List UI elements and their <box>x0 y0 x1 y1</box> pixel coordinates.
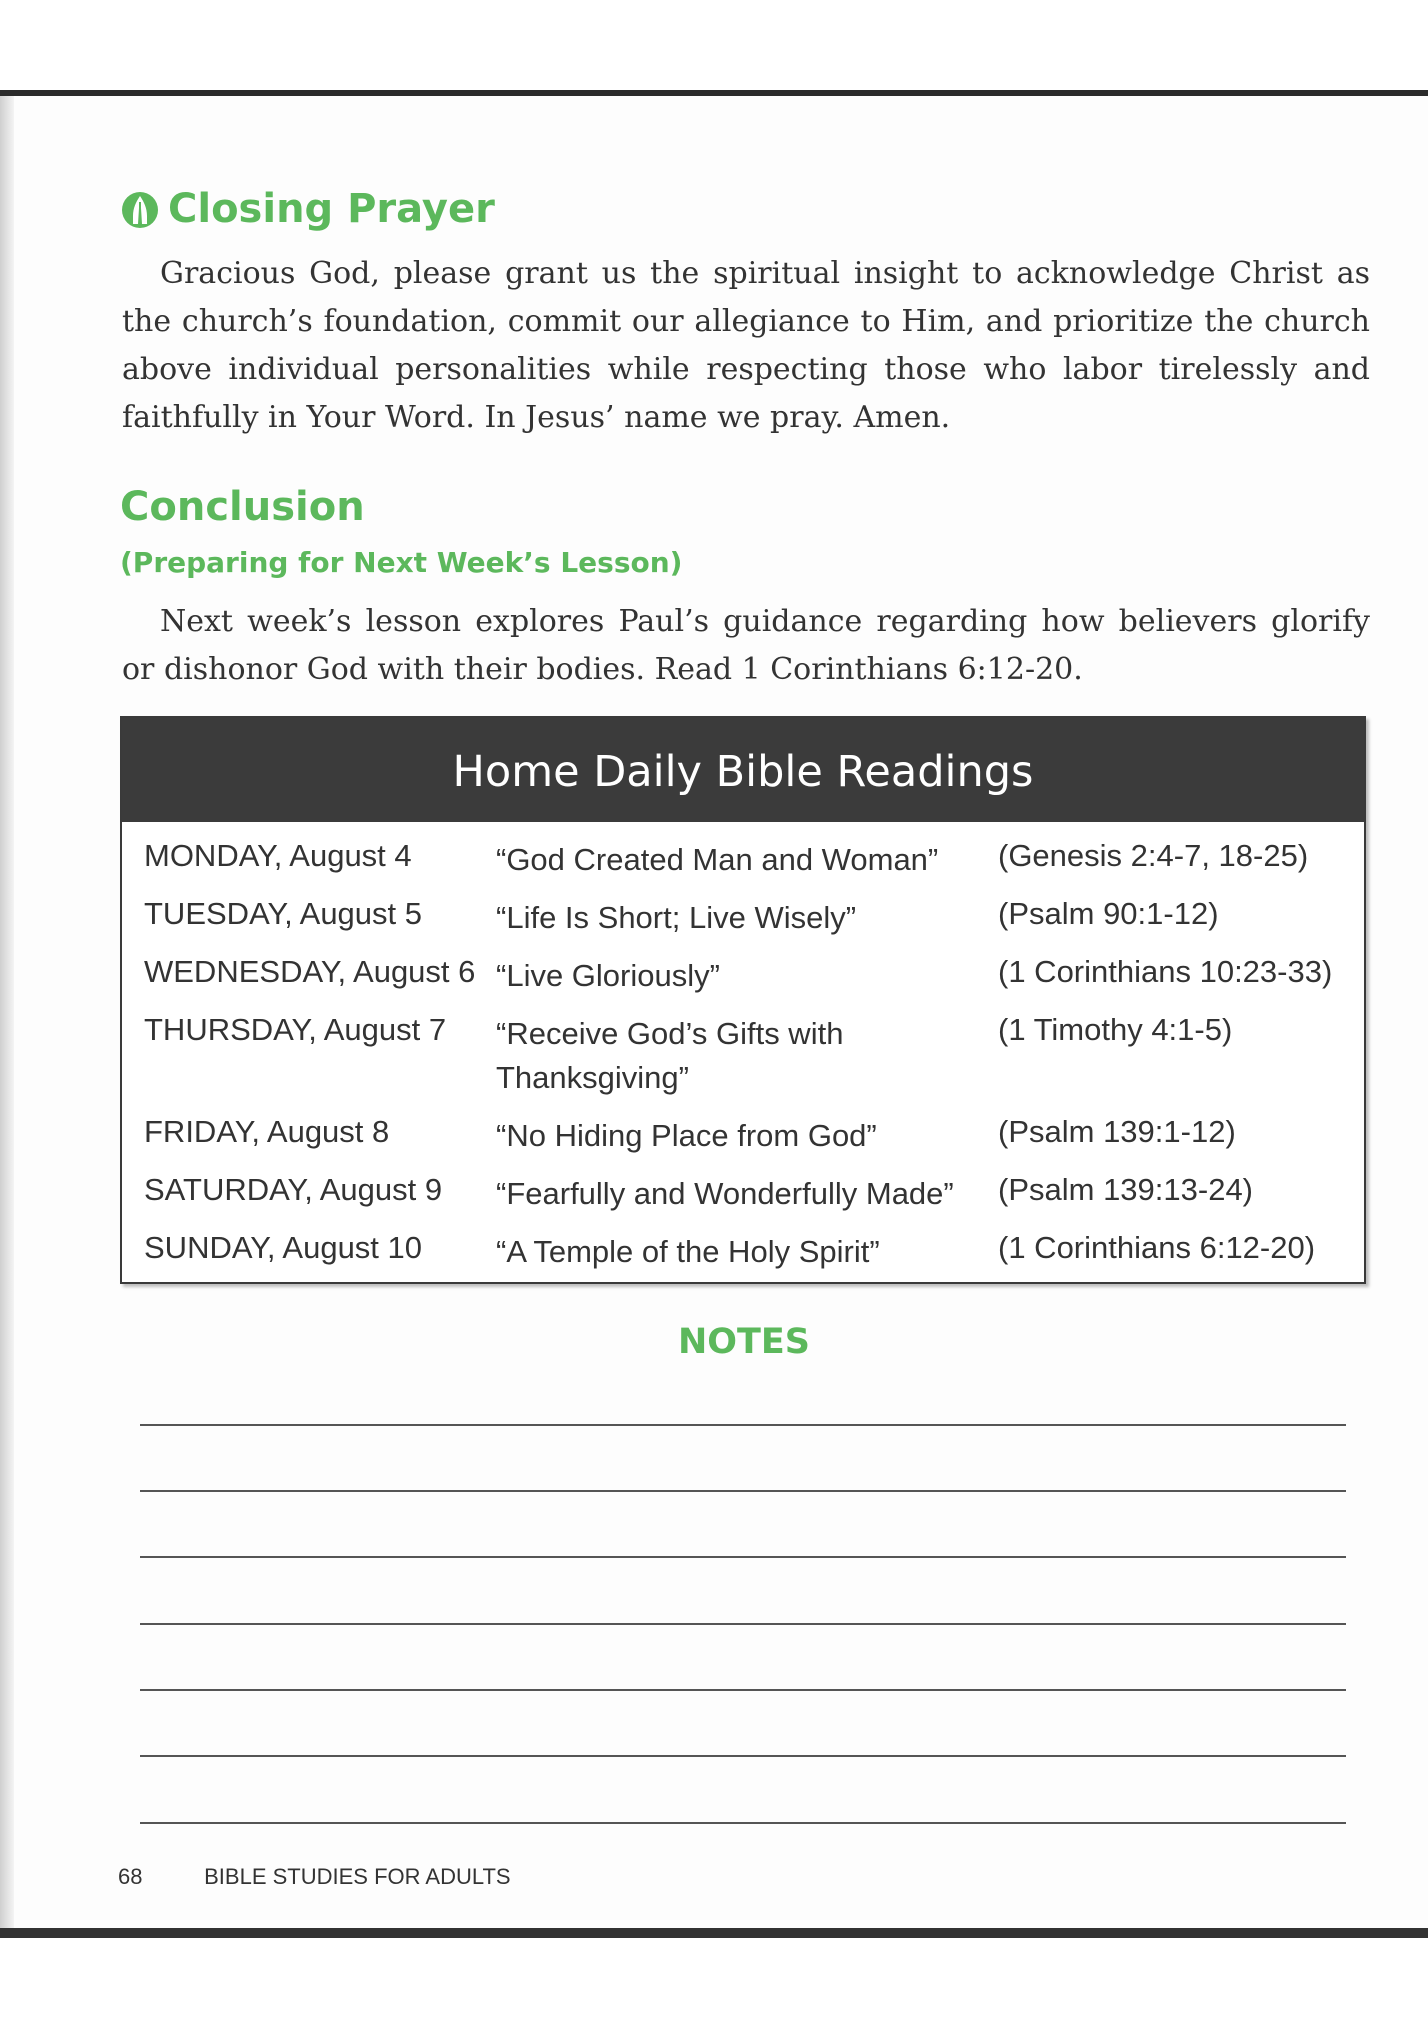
reading-day: FRIDAY, August 8 <box>144 1114 390 1149</box>
closing-prayer-heading-label: Closing Prayer <box>168 186 495 232</box>
conclusion-heading: Conclusion <box>120 484 365 530</box>
reading-reference: (1 Corinthians 10:23-33) <box>998 954 1333 989</box>
conclusion-subheading: (Preparing for Next Week’s Lesson) <box>120 546 683 579</box>
reading-reference: (Psalm 139:1-12) <box>998 1114 1236 1149</box>
reading-day: TUESDAY, August 5 <box>144 896 423 931</box>
note-line[interactable] <box>140 1424 1346 1426</box>
reading-title: “Life Is Short; Live Wisely” <box>496 900 857 935</box>
praying-hands-icon <box>120 188 160 230</box>
reading-reference: (Genesis 2:4-7, 18-25) <box>998 838 1309 873</box>
reading-title: “No Hiding Place from God” <box>496 1118 877 1153</box>
scan-left-edge <box>0 96 14 1928</box>
reading-day: MONDAY, August 4 <box>144 838 412 873</box>
note-line[interactable] <box>140 1689 1346 1691</box>
reading-day: THURSDAY, August 7 <box>144 1012 447 1047</box>
scan-bottom-edge <box>0 1928 1428 1938</box>
daily-readings-box <box>120 716 1366 1284</box>
page-number: 68 <box>118 1864 143 1889</box>
reading-title: “Fearfully and Wonderfully Made” <box>496 1176 954 1211</box>
notes-heading: NOTES <box>677 1322 811 1362</box>
closing-prayer-heading <box>120 186 495 232</box>
reading-reference: (1 Corinthians 6:12-20) <box>998 1230 1316 1265</box>
page-footer <box>118 1864 511 1890</box>
reading-reference: (Psalm 139:13-24) <box>998 1172 1254 1207</box>
reading-title: “Receive God’s Gifts with Thanksgiving” <box>496 1016 844 1095</box>
note-line[interactable] <box>140 1822 1346 1824</box>
note-line[interactable] <box>140 1556 1346 1558</box>
publication-title: BIBLE STUDIES FOR ADULTS <box>204 1864 511 1889</box>
reading-reference: (1 Timothy 4:1-5) <box>998 1012 1233 1047</box>
reading-title: “A Temple of the Holy Spirit” <box>496 1234 880 1269</box>
note-line[interactable] <box>140 1623 1346 1625</box>
daily-readings-title: Home Daily Bible Readings <box>122 718 1364 822</box>
closing-prayer-text: Gracious God, please grant us the spiritual insight to acknowledge Christ as the church’s foundation, commit our allegiance to Him, and prioritize the church above individual personalities while respecting those who labor tirelessly and faithfully in Your Word. In Jesus’ name we pray. Amen. <box>122 256 1370 435</box>
reading-day: WEDNESDAY, August 6 <box>144 954 476 989</box>
reading-day: SATURDAY, August 9 <box>144 1172 443 1207</box>
reading-day: SUNDAY, August 10 <box>144 1230 423 1265</box>
reading-reference: (Psalm 90:1-12) <box>998 896 1219 931</box>
reading-title: “God Created Man and Woman” <box>496 842 939 877</box>
note-line[interactable] <box>140 1755 1346 1757</box>
reading-title: “Live Gloriously” <box>496 958 720 993</box>
conclusion-text: Next week’s lesson explores Paul’s guidance regarding how believers glorify or dishonor God with their bodies. Read 1 Corinthians 6:12-20. <box>122 604 1370 687</box>
note-line[interactable] <box>140 1490 1346 1492</box>
